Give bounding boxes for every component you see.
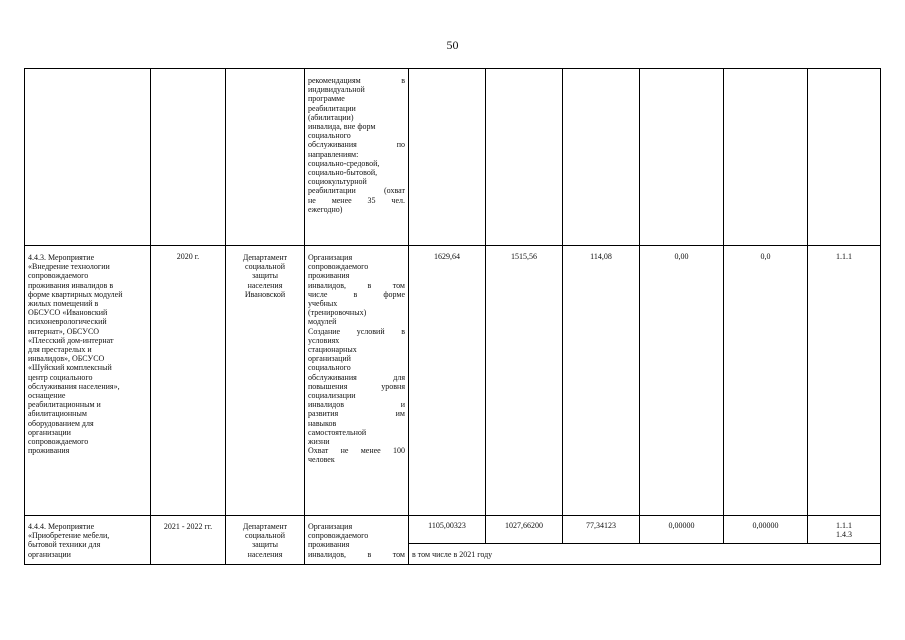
description-line: не менее 35 чел. [308, 195, 405, 205]
local-cell [640, 69, 724, 246]
executor-line: Департамент [242, 522, 288, 531]
measure-line: психоневрологический [28, 317, 107, 327]
measure-line: инвалидов», ОБСУСО [28, 354, 105, 364]
measure-line: организации [28, 427, 71, 437]
executor-line: населения [247, 280, 283, 290]
indicator-cell [808, 69, 881, 246]
measure-line: форме квартирных модулей [28, 289, 123, 299]
measure-cell [25, 246, 151, 516]
period-cell [151, 69, 226, 246]
executor-line: защиты [251, 540, 279, 550]
description-line: Организация [308, 522, 353, 531]
regional-cell [563, 69, 640, 246]
total-cell: 1105,00323 [409, 516, 486, 544]
measure-line: организации [28, 549, 71, 559]
measure-line: оборудованием для [28, 418, 94, 428]
executor-line: Департамент [242, 253, 288, 262]
description-line: навыков [308, 418, 337, 428]
federal-cell: 1515,56 [486, 246, 563, 516]
description-line: социально-средовой, [308, 158, 380, 168]
other-cell [724, 69, 808, 246]
description-line: учебных [308, 299, 338, 309]
description-line: ежегодно) [308, 204, 343, 214]
indicator-cell [808, 516, 881, 544]
indicator-line: 1.4.3 [836, 530, 852, 540]
executor-line: социальной [245, 262, 285, 272]
description-cell [305, 246, 409, 516]
description-line: социального [308, 131, 351, 141]
total-cell: 1629,64 [409, 246, 486, 516]
description-line: сопровождаемого [308, 262, 369, 272]
executor-cell [226, 69, 305, 246]
executor-line: Ивановской [244, 289, 286, 299]
description-line: социализации [308, 391, 356, 401]
description-line: (абилитации) [308, 112, 354, 122]
measure-line: «Шуйский комплексный [28, 363, 112, 373]
measure-line: для престарелых и [28, 345, 92, 355]
description-line: модулей [308, 317, 337, 327]
measure-cell [25, 69, 151, 246]
total-cell [409, 69, 486, 246]
measure-line: сопровождаемого [28, 271, 89, 281]
description-line: жизни [308, 437, 330, 447]
local-cell: 0,00000 [640, 516, 724, 544]
description-line: Охват не менее 100 [308, 446, 405, 456]
description-line: Организация [308, 253, 353, 262]
federal-cell: 1027,66200 [486, 516, 563, 544]
description-line: проживания [308, 271, 350, 281]
description-line: повышения уровня [308, 381, 405, 391]
measure-line: интернат», ОБСУСО [28, 326, 100, 336]
description-line: Создание условий в [308, 326, 405, 336]
table-row [25, 246, 881, 516]
federal-cell [486, 69, 563, 246]
description-line: человек [308, 455, 335, 465]
period-cell: 2021 - 2022 гг. [151, 516, 226, 565]
other-cell: 0,00000 [724, 516, 808, 544]
description-line: самостоятельной [308, 427, 367, 437]
other-cell: 0,0 [724, 246, 808, 516]
measure-line: 4.4.4. Мероприятие [28, 522, 95, 531]
measure-line: абилитационным [28, 409, 87, 419]
description-line: социального [308, 363, 351, 373]
measure-line: «Плесский дом-интернат [28, 335, 114, 345]
page-number: 50 [446, 38, 459, 52]
measure-line: жилых помещений в [28, 299, 99, 309]
measure-cell [25, 516, 151, 565]
description-line: социокультурной [308, 177, 367, 187]
description-line: программе [308, 94, 345, 104]
measure-line: ОБСУСО «Ивановский [28, 308, 108, 318]
program-table [24, 68, 881, 565]
measure-line: «Внедрение технологии [28, 262, 110, 272]
local-cell: 0,00 [640, 246, 724, 516]
description-line: проживания [308, 540, 350, 550]
description-line: инвалида, вне форм [308, 122, 376, 132]
description-line: развития им [308, 409, 405, 419]
description-line: рекомендациям в [308, 76, 405, 85]
measure-line: 4.4.3. Мероприятие [28, 253, 95, 262]
table-row [25, 516, 881, 544]
executor-line: социальной [245, 531, 285, 541]
description-line: инвалидов, в том [308, 280, 405, 290]
description-line: числе в форме [308, 289, 405, 299]
executor-line: населения [247, 549, 283, 559]
description-line: индивидуальной [308, 85, 365, 95]
measure-line: проживания [28, 446, 70, 456]
description-line: условиях [308, 335, 340, 345]
period-cell: 2020 г. [151, 246, 226, 516]
measure-line: бытовой техники для [28, 540, 101, 550]
measure-line: оснащение [28, 391, 66, 401]
description-line: сопровождаемого [308, 531, 369, 541]
executor-cell [226, 516, 305, 565]
regional-cell: 114,08 [563, 246, 640, 516]
subrow-label-cell: в том числе в 2021 году [409, 544, 881, 565]
measure-line: сопровождаемого [28, 437, 89, 447]
executor-line: защиты [251, 271, 279, 281]
description-cell [305, 69, 409, 246]
description-line: инвалидов и [308, 400, 405, 410]
regional-cell: 77,34123 [563, 516, 640, 544]
description-line: обслуживания по [308, 140, 405, 150]
measure-line: «Приобретение мебели, [28, 531, 110, 541]
description-line: социально-бытовой, [308, 168, 378, 178]
description-cell [305, 516, 409, 565]
description-line: обслуживания для [308, 372, 405, 382]
measure-line: центр социального [28, 372, 93, 382]
indicator-cell: 1.1.1 [808, 246, 881, 516]
measure-line: проживания инвалидов в [28, 280, 114, 290]
description-line: (тренировочных) [308, 308, 367, 318]
description-line: стационарных [308, 345, 357, 355]
indicator-line: 1.1.1 [836, 521, 852, 530]
description-line: реабилитации [308, 103, 356, 113]
executor-cell [226, 246, 305, 516]
table-row [25, 69, 881, 246]
description-line: реабилитации (охват [308, 186, 405, 196]
description-line: инвалидов, в том [308, 549, 405, 559]
description-line: направлениям: [308, 149, 359, 159]
description-line: организаций [308, 354, 351, 364]
measure-line: реабилитационным и [28, 400, 101, 410]
measure-line: обслуживания населения», [28, 381, 120, 391]
